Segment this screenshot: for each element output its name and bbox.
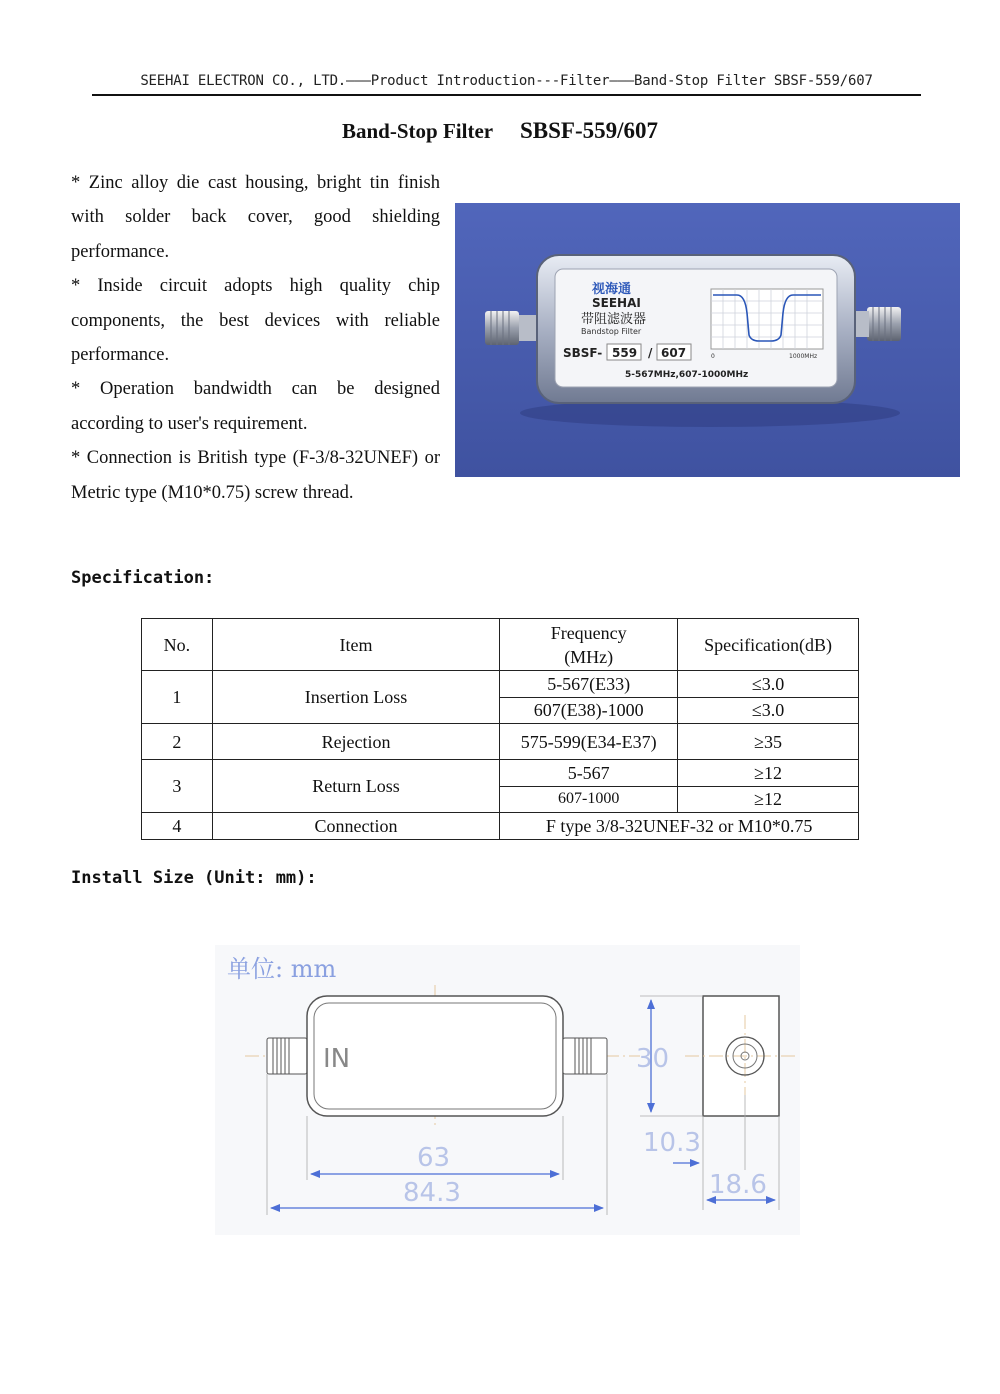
- label-model-b: 607: [661, 346, 687, 360]
- specification-heading: Specification:: [71, 568, 215, 588]
- row-connection-value: F type 3/8-32UNEF-32 or M10*0.75: [500, 813, 859, 840]
- title-model: SBSF-559/607: [519, 118, 658, 143]
- feature-list: [71, 166, 440, 510]
- left-connector: [485, 311, 543, 345]
- page-title: [0, 118, 1000, 144]
- column-header-item: Item: [212, 619, 499, 671]
- label-product-cn: 带阻滤波器: [581, 312, 647, 327]
- drawing-right-connector: [563, 1038, 607, 1074]
- row-no: 1: [142, 671, 213, 724]
- label-response-plot: [711, 289, 823, 360]
- title-product-name: Band-Stop Filter: [342, 119, 493, 143]
- drawing-in-label: IN: [323, 1044, 351, 1074]
- feature-item: * Operation bandwidth can be designed according to user's requirement.: [71, 379, 440, 434]
- label-brand: SEEHAI: [592, 296, 641, 310]
- label-product-en: Bandstop Filter: [581, 327, 642, 336]
- row-frequency: 5-567(E33): [500, 671, 678, 698]
- row-item: Connection: [212, 813, 499, 840]
- table-header-row: [142, 619, 859, 671]
- row-item: Return Loss: [212, 760, 499, 813]
- label-model-a: 559: [612, 346, 638, 360]
- plot-x-min: 0: [711, 353, 715, 360]
- row-item: Rejection: [212, 724, 499, 760]
- dimension-height-label: 30: [636, 1044, 670, 1074]
- dimension-offset-label: 10.3: [643, 1128, 701, 1158]
- column-header-frequency: Frequency (MHz): [500, 619, 678, 671]
- row-item: Insertion Loss: [212, 671, 499, 724]
- label-model-prefix: SBSF-: [563, 346, 603, 360]
- row-specification: ≥12: [678, 760, 859, 787]
- drawing-left-connector: [267, 1038, 307, 1074]
- dimension-body-length-label: 63: [417, 1143, 451, 1173]
- row-frequency: 607-1000: [500, 786, 678, 813]
- install-size-heading: Install Size (Unit: mm):: [71, 868, 317, 888]
- column-header-no: No.: [142, 619, 213, 671]
- table-row: [142, 813, 859, 840]
- row-specification: ≤3.0: [678, 697, 859, 724]
- row-no: 3: [142, 760, 213, 813]
- page-header: SEEHAI ELECTRON CO., LTD.———Product Introduction---Filter———Band-Stop Filter SBSF-559/607: [92, 70, 921, 96]
- label-frequency: 5-567MHz,607-1000MHz: [625, 370, 749, 380]
- table-row: [142, 724, 859, 760]
- feature-item: * Connection is British type (F-3/8-32UNEF) or Metric type (M10*0.75) screw thread.: [71, 448, 440, 503]
- row-specification: ≥12: [678, 786, 859, 813]
- drawing-unit-label: 单位: mm: [227, 955, 337, 983]
- feature-item: * Inside circuit adopts high quality chip components, the best devices with reliable performance.: [71, 276, 440, 366]
- row-frequency: 607(E38)-1000: [500, 697, 678, 724]
- install-size-drawing: [215, 945, 800, 1235]
- row-no: 4: [142, 813, 213, 840]
- specification-table: [141, 618, 859, 840]
- row-frequency: 575-599(E34-E37): [500, 724, 678, 760]
- dimension-total-length-label: 84.3: [403, 1178, 461, 1208]
- row-specification: ≥35: [678, 724, 859, 760]
- table-row: [142, 760, 859, 787]
- label-model-sep: /: [648, 346, 653, 360]
- feature-item: * Zinc alloy die cast housing, bright tin finish with solder back cover, good shielding performance.: [71, 173, 440, 262]
- table-row: [142, 671, 859, 698]
- product-photo: [455, 203, 960, 477]
- row-no: 2: [142, 724, 213, 760]
- row-specification: ≤3.0: [678, 671, 859, 698]
- label-brand-cn: 视海通: [592, 282, 632, 297]
- plot-x-max: 1000MHz: [789, 353, 818, 360]
- column-header-specification: Specification(dB): [678, 619, 859, 671]
- row-frequency: 5-567: [500, 760, 678, 787]
- dimension-width-label: 18.6: [709, 1170, 767, 1200]
